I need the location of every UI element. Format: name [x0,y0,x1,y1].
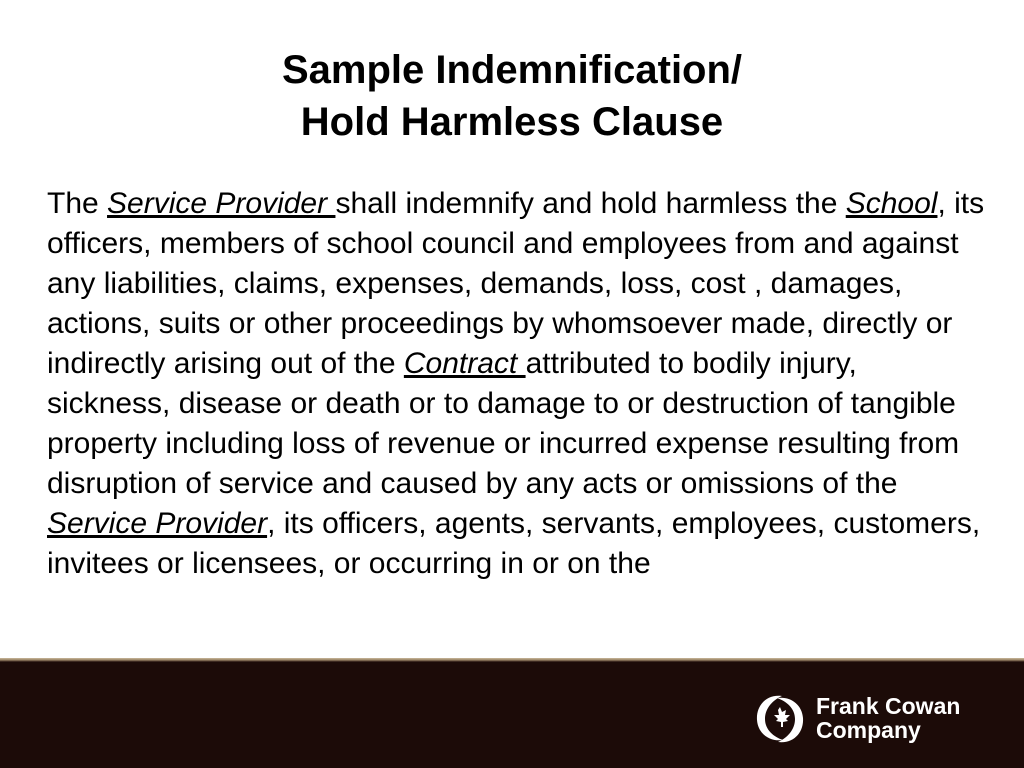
term-contract: Contract [403,347,526,380]
title-line-2: Hold Harmless Clause [300,100,724,144]
term-service-provider: Service Provider [47,507,268,540]
maple-leaf-swirl-icon [752,690,808,746]
clause-text: The [47,187,108,220]
slide-title [0,44,1024,148]
logo-wordmark [816,694,960,742]
clause-text: , its officers, members of school council and employees from and against any liabilities, claims, expenses, demands, loss, cost , damages, actions, suits or other proceedings by whomsoever made, directly or indirectly arising out of the [47,187,985,380]
clause-paragraph [47,184,987,584]
clause-text: attributed to bodily injury, sickness, disease or death or to damage to or destruction of tangible property including loss of revenue or incurred expense resulting from disruption of service and caused by any acts or omissions of the [47,347,960,500]
company-logo [752,688,1002,748]
clause-text: , its officers, agents, servants, employees, customers, invitees or licensees, or occurring in or on the [47,507,981,580]
title-line-1: Sample Indemnification/ [281,48,743,92]
term-service-provider: Service Provider [107,187,336,220]
logo-line-2: Company [816,717,921,743]
term-school: School [845,187,938,220]
clause-text: shall indemnify and hold harmless the [335,187,846,220]
logo-line-1: Frank Cowan [816,693,961,719]
